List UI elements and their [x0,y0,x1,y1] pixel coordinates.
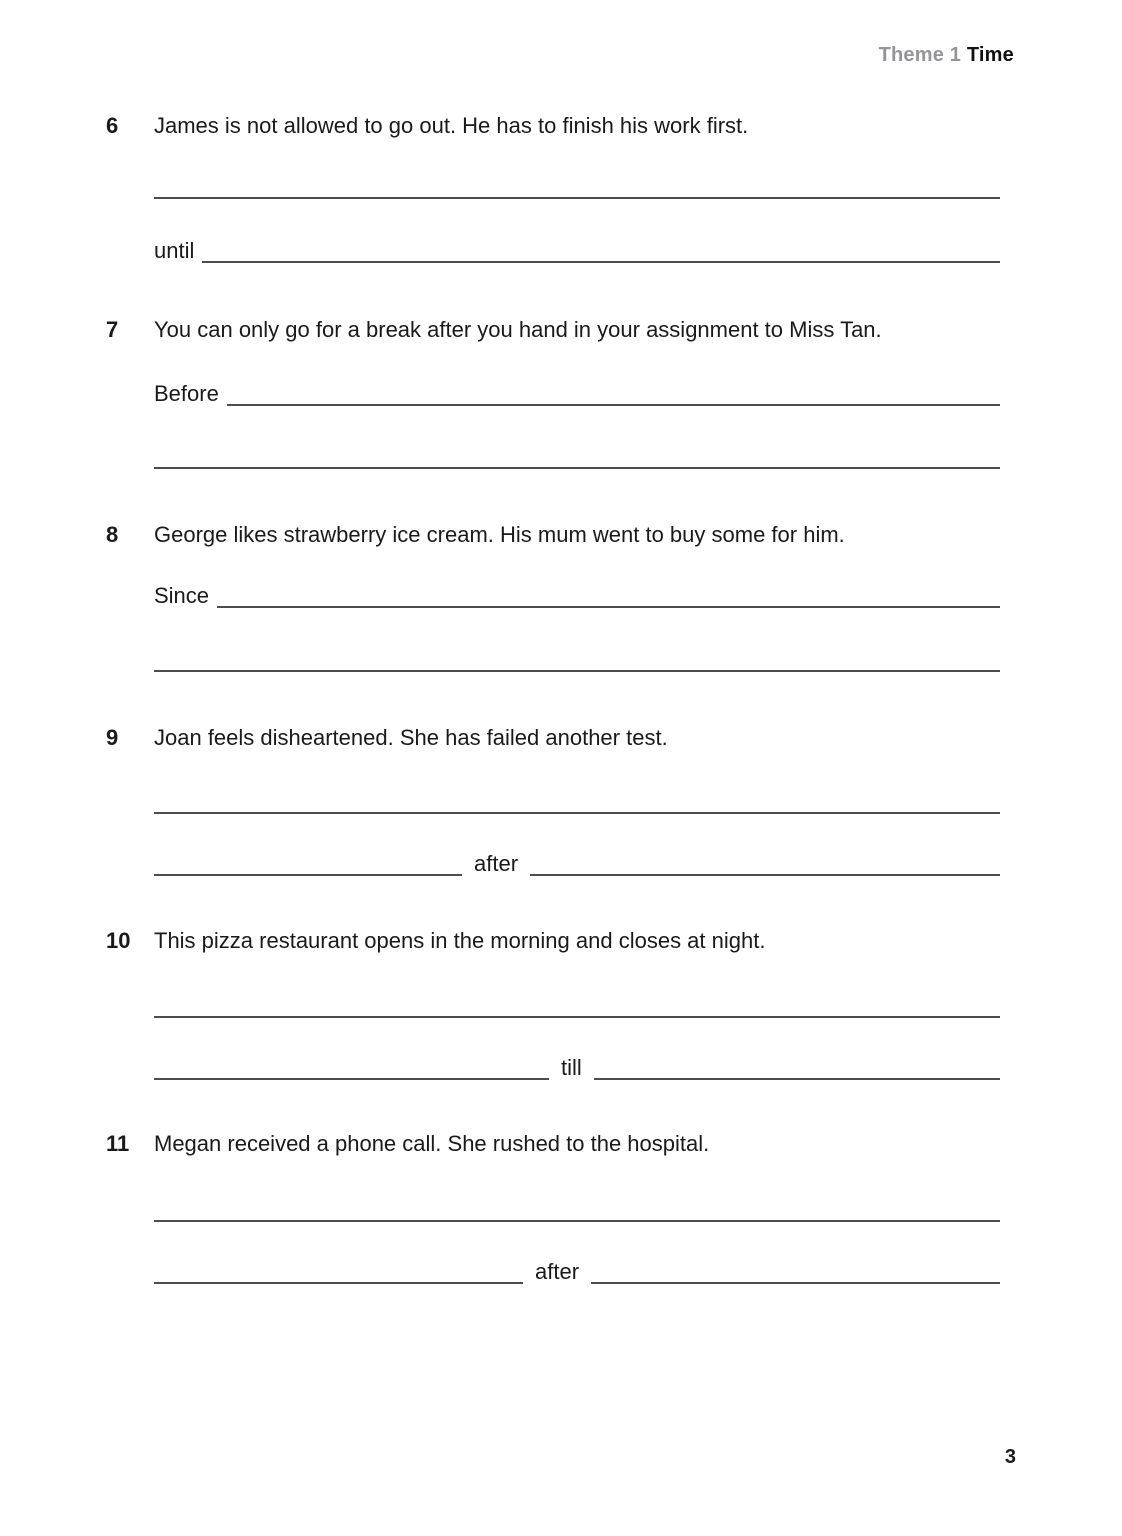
page-header [879,44,1014,67]
connector-word: Before [154,381,219,406]
answer-row [154,780,1000,814]
answer-line [154,1046,549,1080]
answer-row [154,372,1000,406]
theme-title: Time [966,44,1014,66]
answer-line [154,165,1000,199]
answer-row [154,1046,1000,1080]
answer-row [154,1250,1000,1284]
item-sentence: You can only go for a break after you hand in your assignment to Miss Tan. [154,317,882,342]
answer-line [594,1046,1000,1080]
answer-line [154,435,1000,469]
item-number: 9 [106,725,119,750]
item-sentence: George likes strawberry ice cream. His mum went to buy some for him. [154,522,845,547]
item-sentence: This pizza restaurant opens in the morning and closes at night. [154,928,766,953]
answer-row [154,1188,1000,1222]
answer-line [154,1188,1000,1222]
connector-word: after [535,1259,580,1284]
answer-row [154,842,1000,876]
page-number: 3 [1004,1446,1016,1468]
item-number: 11 [106,1131,130,1156]
answer-line [530,842,1000,876]
item-number: 6 [106,113,119,138]
theme-label: Theme 1 [878,44,962,66]
answer-line [154,780,1000,814]
answer-row [154,638,1000,672]
connector-word: until [154,238,195,263]
answer-line [591,1250,1000,1284]
connector-word: till [561,1055,582,1080]
answer-row [154,165,1000,199]
answer-row [154,984,1000,1018]
connector-word: Since [154,583,210,608]
item-sentence: Joan feels disheartened. She has failed another test. [154,725,668,750]
answer-row [154,229,1000,263]
answer-row [154,435,1000,469]
answer-line [227,372,1000,406]
item-number: 8 [106,522,119,547]
answer-line [154,1250,523,1284]
item-sentence: James is not allowed to go out. He has to finish his work first. [154,113,749,138]
answer-line [154,638,1000,672]
answer-row [154,574,1000,608]
answer-line [154,984,1000,1018]
item-sentence: Megan received a phone call. She rushed to the hospital. [154,1131,710,1156]
answer-line [202,229,1000,263]
answer-line [154,842,462,876]
connector-word: after [474,851,519,876]
item-number: 7 [106,317,119,342]
answer-line [217,574,1000,608]
item-number: 10 [106,928,131,953]
